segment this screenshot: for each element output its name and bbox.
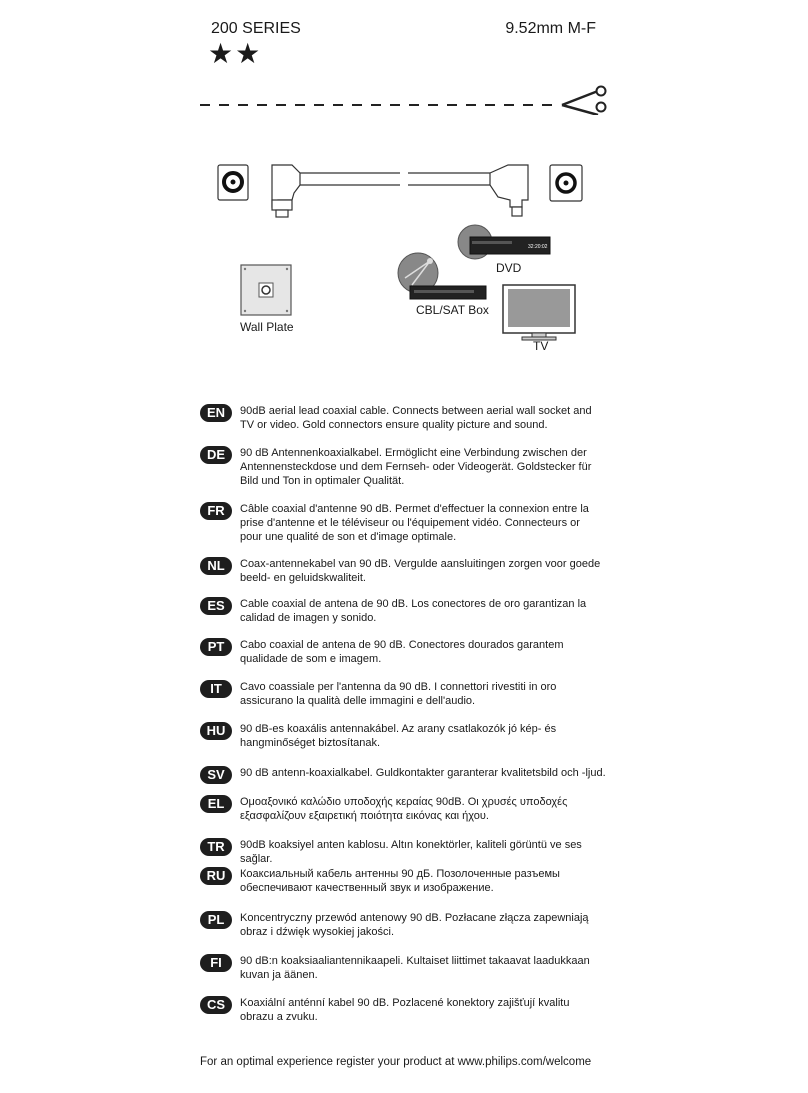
lang-text: Cable coaxial de antena de 90 dB. Los conectores de oro garantizan la calidad de imagen y sonido. [240,598,587,624]
lang-row-nl [200,557,600,585]
cbl-sat-label: CBL/SAT Box [416,303,489,317]
star-rating: ★★ [208,38,263,69]
lang-text: Cabo coaxial de antena de 90 dB. Conectores dourados garantem qualidade de som e imagem. [240,639,564,665]
lang-text: 90dB aerial lead coaxial cable. Connects between aerial wall socket and TV or video. Gold connectors ensure quality picture and sound. [240,405,592,431]
wall-plate-label: Wall Plate [240,320,294,334]
lang-row-fi [200,954,590,982]
lang-row-pl [200,911,589,939]
lang-row-cs [200,996,569,1024]
lang-text: 90dB koaksiyel anten kablosu. Altın konektörler, kaliteli görüntü ve ses sağlar. [240,839,582,865]
lang-row-el [200,795,567,823]
dvd-label: DVD [496,261,522,275]
cable-spec: 9.52mm M-F [505,20,596,37]
cable-icon [272,165,528,217]
lang-badge: HU [200,722,232,740]
lang-row-es [200,597,586,625]
lang-row-it [200,680,556,708]
lang-text: Cavo coassiale per l'antenna da 90 dB. I connettori rivestiti in oro assicurano la qualità delle immagini e dell'audio. [240,681,557,707]
lang-text: Koaxiální anténní kabel 90 dB. Pozlacené konektory zajišťují kvalitu obrazu a zvuku. [240,997,570,1023]
lang-text: Koncentryczny przewód antenowy 90 dB. Pozłacane złącza zapewniają obraz i dźwięk wysokiej jakości. [240,912,589,938]
dvd-player-icon [458,225,550,259]
lang-text: 90 dB-es koaxális antennakábel. Az arany csatlakozók jó kép- és hangminőséget biztosítanak. [240,723,557,749]
lang-row-hu [200,722,556,750]
socket-icon [550,165,582,201]
cbl-sat-box-icon [410,286,486,299]
footer-register-text: For an optimal experience register your product at www.philips.com/welcome [200,1056,592,1068]
lang-row-pt [200,638,564,666]
tv-label: TV [533,339,549,353]
lang-badge: FI [200,954,232,972]
lang-row-en [200,404,592,432]
lang-row-de [200,446,591,488]
lang-text: Coax-antennekabel van 90 dB. Vergulde aansluitingen zorgen voor goede beeld- en geluidskwaliteit. [240,558,601,584]
lang-badge: SV [200,766,232,784]
lang-badge: RU [200,867,232,885]
scissors-icon [562,87,606,116]
lang-badge: EN [200,404,232,422]
dvd-display: 32:20:02 [528,244,548,250]
cut-line [200,85,610,115]
wall-plate-icon [241,265,291,315]
lang-badge: ES [200,597,232,615]
series-title: 200 SERIES [211,20,301,37]
lang-badge: FR [200,502,232,520]
lang-text: 90 dB Antennenkoaxialkabel. Ermöglicht eine Verbindung zwischen der Antennensteckdose und dem Fernseh- oder Videogerät. Goldstecker für Bild und Ton in optimaler Qualität. [240,447,592,487]
lang-badge: TR [200,838,232,856]
socket-icon [218,165,248,200]
lang-badge: NL [200,557,232,575]
lang-text: 90 dB antenn-koaxialkabel. Guldkontakter garanterar kvalitetsbild och -ljud. [240,767,606,779]
lang-badge: EL [200,795,232,813]
lang-badge: IT [200,680,232,698]
lang-row-ru [200,867,560,895]
lang-row-fr [200,502,589,544]
lang-badge: PL [200,911,232,929]
lang-row-tr [200,838,610,866]
lang-badge: PT [200,638,232,656]
lang-text: 90 dB:n koaksiaaliantennikaapeli. Kultaiset liittimet takaavat laadukkaan kuvan ja äänen. [240,955,590,981]
lang-badge: CS [200,996,232,1014]
lang-badge: DE [200,446,232,464]
tv-icon [503,285,575,340]
lang-text: Коаксиальный кабель антенны 90 дБ. Позолоченные разъемы обеспечивают качественный звук и изображение. [240,868,560,894]
lang-text: Câble coaxial d'antenne 90 dB. Permet d'effectuer la connexion entre la prise d'antenne et le téléviseur ou l'équipement vidéo. Connecteurs or pour une qualité de son et d'image optimale. [240,503,589,543]
lang-text: Ομοαξονικό καλώδιο υποδοχής κεραίας 90dB. Οι χρυσές υποδοχές εξασφαλίζουν εξαιρετική ποιότητα εικόνας και ήχου. [240,796,568,822]
lang-row-sv [200,766,606,784]
